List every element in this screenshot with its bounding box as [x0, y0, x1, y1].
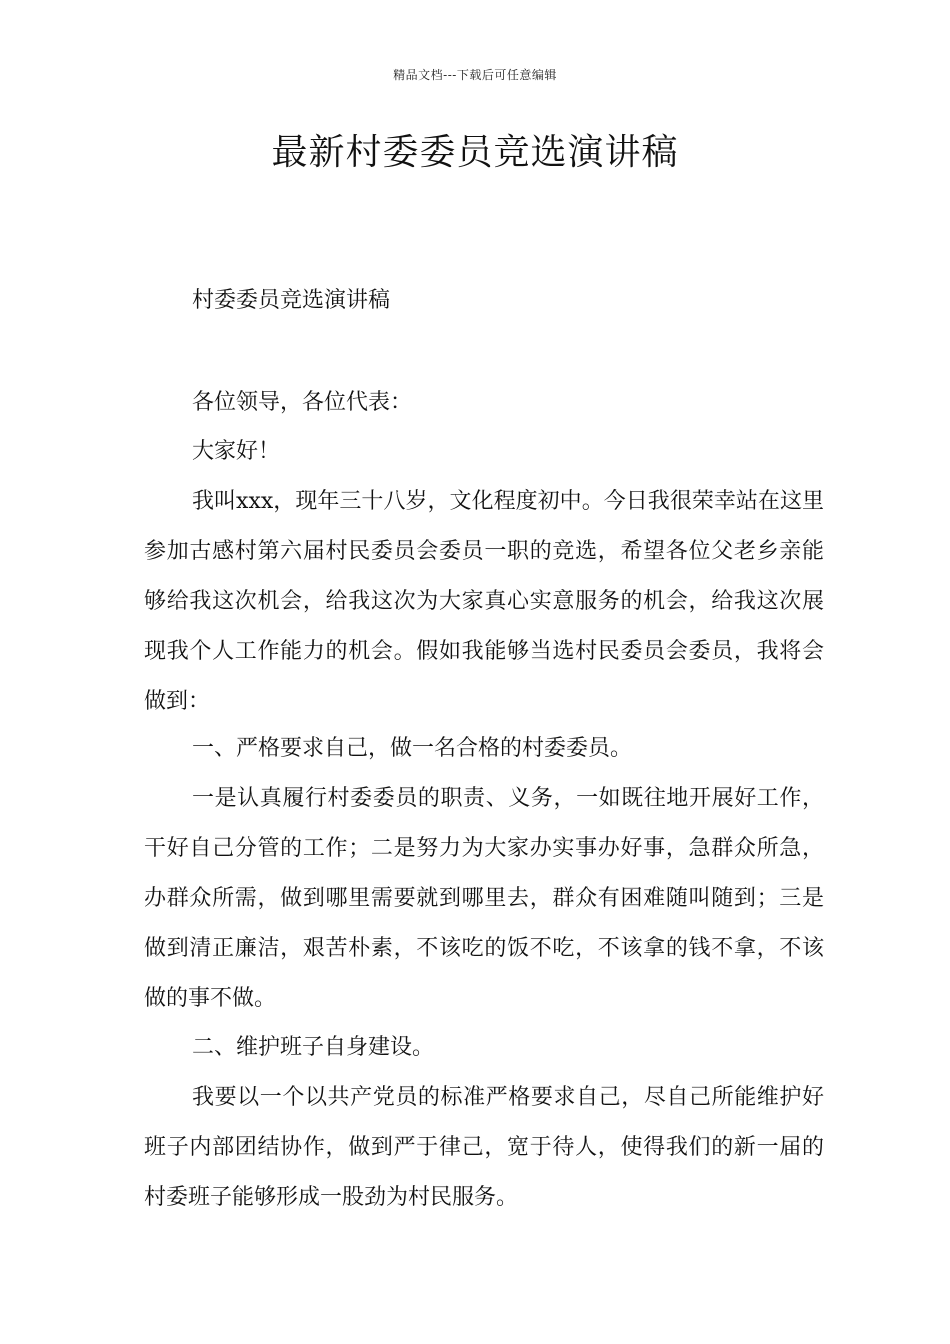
section-1-paragraph: 一是认真履行村委委员的职责、义务，一如既往地开展好工作，干好自己分管的工作；二是努力为大家办实事办好事，急群众所急，办群众所需，做到哪里需要就到哪里去，群众有困难随叫随到；三是做到清正廉洁，艰苦朴素，不该吃的饭不吃，不该拿的钱不拿，不该做的事不做。 [144, 786, 824, 1011]
intro-paragraph: 我叫xxx，现年三十八岁，文化程度初中。今日我很荣幸站在这里参加古感村第六届村民委员会委员一职的竞选，希望各位父老乡亲能够给我这次机会，给我这次为大家真心实意服务的机会，给我这次展现我个人工作能力的机会。假如我能够当选村民委员会委员，我将会做到： [144, 489, 824, 714]
header-note: 精品文档---下载后可任意编辑 [393, 68, 557, 82]
document-title: 最新村委委员竞选演讲稿 [271, 132, 679, 173]
section-1-heading: 一、严格要求自己，做一名合格的村委委员。 [192, 736, 633, 761]
section-2-heading: 二、维护班子自身建设。 [192, 1035, 435, 1060]
document-subtitle: 村委委员竞选演讲稿 [192, 288, 391, 313]
section-2-paragraph: 我要以一个以共产党员的标准严格要求自己，尽自己所能维护好班子内部团结协作，做到严于律己，宽于待人，使得我们的新一届的村委班子能够形成一股劲为村民服务。 [144, 1085, 824, 1210]
salutation: 各位领导，各位代表： [192, 390, 413, 415]
greeting: 大家好！ [192, 439, 281, 464]
